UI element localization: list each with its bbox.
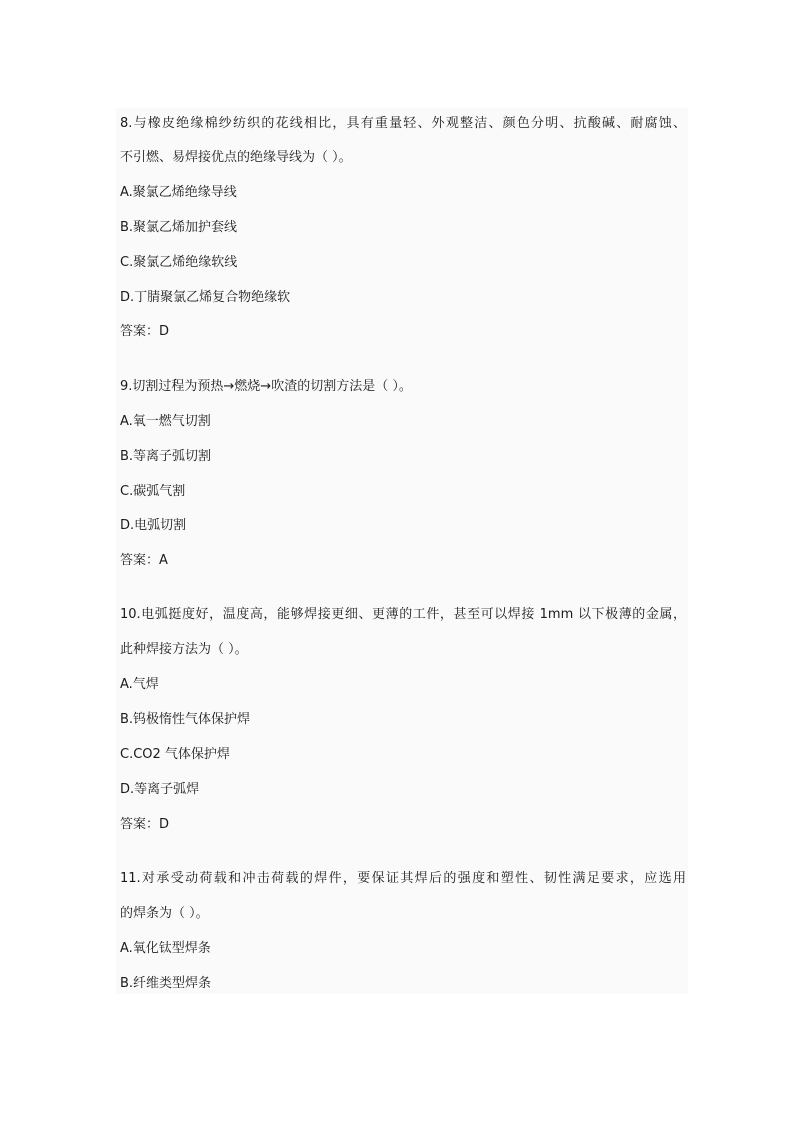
question-11-stem-line-2: 的焊条为（ ）。: [120, 906, 209, 921]
question-10-stem-line-1: 10.电弧挺度好，温度高，能够焊接更细、更薄的工件，甚至可以焊接 1mm 以下极薄的金属，: [120, 607, 686, 622]
question-9-option-c: C.碳弧气割: [120, 484, 186, 499]
question-9-option-d: D.电弧切割: [120, 518, 187, 533]
question-8-answer: 答案：D: [120, 324, 170, 339]
question-8-option-d: D.丁腈聚氯乙烯复合物绝缘软: [120, 290, 291, 305]
question-11-option-a: A.氧化钛型焊条: [120, 941, 211, 956]
question-11-stem-line-1: 11.对承受动荷载和冲击荷载的焊件，要保证其焊后的强度和塑性、韧性满足要求，应选用: [120, 871, 686, 886]
question-10-option-d: D.等离子弧焊: [120, 782, 200, 797]
question-8-stem-line-1: 8.与橡皮绝缘棉纱纺织的花线相比，具有重量轻、外观整洁、颜色分明、抗酸碱、耐腐蚀、: [120, 116, 686, 131]
question-10-answer: 答案：D: [120, 817, 170, 832]
question-10-option-a: A.气焊: [120, 677, 159, 692]
document-page: [116, 108, 688, 994]
question-9-stem-line-1: 9.切割过程为预热→燃烧→吹渣的切割方法是（ ）。: [120, 379, 412, 394]
question-9-option-b: B.等离子弧切割: [120, 449, 212, 464]
question-9-option-a: A.氧一燃气切割: [120, 414, 211, 429]
question-10-option-c: C.CO2 气体保护焊: [120, 747, 230, 762]
question-9-answer: 答案：A: [120, 553, 168, 568]
question-10-option-b: B.钨极惰性气体保护焊: [120, 712, 251, 727]
question-8-option-c: C.聚氯乙烯绝缘软线: [120, 255, 238, 270]
question-11-option-b: B.纤维类型焊条: [120, 976, 212, 991]
question-8-option-b: B.聚氯乙烯加护套线: [120, 220, 238, 235]
question-10-stem-line-2: 此种焊接方法为（ ）。: [120, 642, 248, 657]
question-8-stem-line-2: 不引燃、易焊接优点的绝缘导线为（ ）。: [120, 150, 352, 165]
question-8-option-a: A.聚氯乙烯绝缘导线: [120, 185, 237, 200]
